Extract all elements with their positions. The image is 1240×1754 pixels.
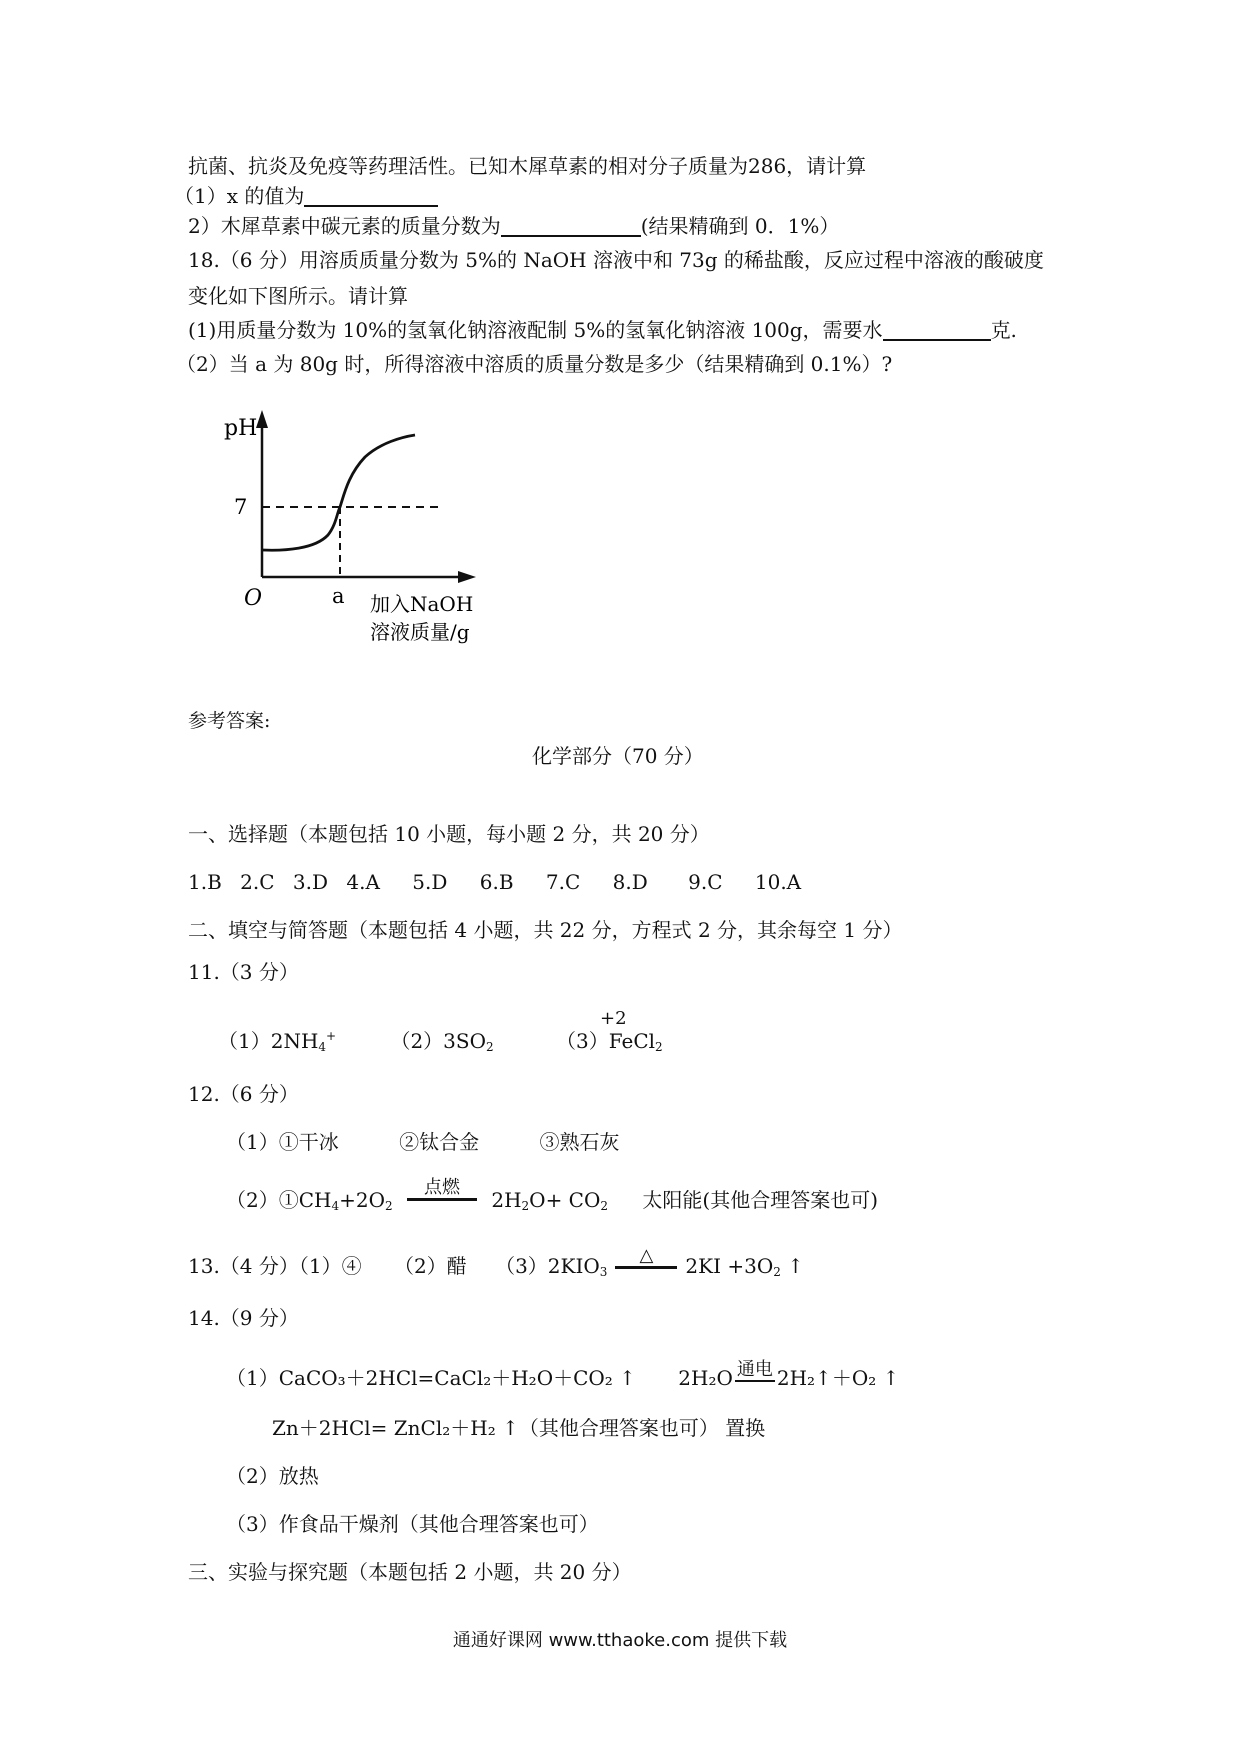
x-tick-label-a: a [332, 584, 345, 608]
q14-eq1: （1）CaCO₃＋2HCl=CaCl₂＋H₂O＋CO₂ ↑ [226, 1366, 636, 1390]
answer-10: 10.A [754, 870, 802, 894]
q11-title: 11.（3 分） [188, 960, 299, 984]
q14-title: 14.（9 分） [188, 1306, 299, 1330]
q17-intro: 抗菌、抗炎及免疫等药理活性。已知木犀草素的相对分子质量为286，请计算 [188, 154, 867, 178]
q14-a3: （3）作食品干燥剂（其他合理答案也可） [226, 1512, 599, 1536]
answer-5: 5.D [412, 870, 448, 894]
q14-reaction-sign: 通电 [735, 1360, 775, 1384]
answer-1: 1.B [188, 870, 222, 894]
y-axis-arrow [256, 410, 268, 428]
answer-4: 4.A [346, 870, 380, 894]
answer-7: 7.C [545, 870, 581, 894]
q17-part2 [188, 212, 839, 240]
q17-part1-label: （1）x 的值为 [174, 184, 305, 208]
section-title: 化学部分（70 分） [532, 744, 704, 768]
q12-title: 12.（6 分） [188, 1082, 299, 1106]
q17-part2-blank[interactable] [501, 215, 641, 237]
q17-part2-label: 2）木犀草素中碳元素的质量分数为 [188, 214, 501, 238]
page-footer: 通通好课网 www.tthaoke.com 提供下载 [452, 1630, 788, 1651]
q12-a3: ③熟石灰 [539, 1130, 620, 1154]
q14-eq2: 2H₂O 通电 2H₂↑＋O₂ ↑ [678, 1358, 900, 1390]
q17-part1-blank[interactable] [304, 185, 438, 207]
q11-a3: （3）FeCl$_2$ +2 [556, 1029, 663, 1053]
answer-3: 3.D [292, 870, 329, 894]
q12-line2: $(2)①CH_4+2O_2$ 点燃 $2H_2O+ CO_2$ 太阳能(其他合理答案也可) [226, 1177, 878, 1213]
answer-6: 6.B [479, 870, 514, 894]
q18-part2: （2）当 a 为 80g 时，所得溶液中溶质的质量分数是多少（结果精确到 0.1%）? [176, 352, 893, 376]
reference-answers-label: 参考答案: [188, 710, 271, 732]
s1-answers [188, 868, 801, 896]
q12-a1: （1）①干冰 [226, 1130, 339, 1154]
q14-a2: （2）放热 [226, 1464, 319, 1488]
q13-a1: （1）④ [298, 1254, 362, 1278]
s1-title: 一、选择题（本题包括 10 小题，每小题 2 分，共 20 分） [188, 822, 710, 846]
s3-title: 三、实验与探究题（本题包括 2 小题，共 20 分） [188, 1560, 632, 1584]
q13-line [188, 1245, 804, 1286]
x-axis-label-line1: 加入NaOH [370, 592, 474, 616]
q17-part1 [174, 182, 438, 210]
origin-label: O [244, 586, 263, 611]
q14-line2: Zn＋2HCl= ZnCl₂＋H₂ ↑（其他合理答案也可） 置换 [272, 1416, 766, 1440]
x-axis-arrow [458, 571, 476, 583]
q17-part2-note: (结果精确到 0．1%） [640, 214, 840, 238]
q14-line1 [226, 1358, 900, 1392]
q13-reaction-sign: △ [615, 1246, 677, 1269]
q18-part1-blank[interactable] [883, 319, 991, 341]
q13-title: 13.（4 分） [188, 1254, 299, 1278]
y-axis-label: pH [224, 416, 258, 441]
answer-8: 8.D [612, 870, 648, 894]
q11-a1: $(1)2NH_4^+$ [218, 1029, 337, 1054]
y-tick-label-7: 7 [234, 495, 248, 519]
q12-line1 [226, 1128, 619, 1156]
q11-answers [218, 1008, 663, 1061]
ph-chart [210, 395, 540, 655]
answer-9: 9.C [688, 870, 723, 894]
q18-part1-text: (1)用质量分数为 10%的氢氧化钠溶液配制 5%的氢氧化钠溶液 100g，需要水 [188, 318, 883, 342]
q12-a2: ②钛合金 [399, 1130, 480, 1154]
q18-part1 [188, 316, 1017, 344]
q11-valence: +2 [600, 1008, 627, 1029]
q13-a2: （2）醋 [393, 1254, 467, 1278]
s2-title: 二、填空与简答题（本题包括 4 小题，共 22 分，方程式 2 分，其余每空 1 分） [188, 918, 903, 942]
q12-reaction-sign: 点燃 [407, 1178, 477, 1201]
ph-curve [262, 435, 415, 550]
x-axis-label-line2: 溶液质量/g [370, 620, 470, 644]
q18-stem-line2: 变化如下图所示。请计算 [188, 284, 408, 308]
q18-part1-unit: 克. [990, 318, 1017, 342]
q13-a3: $(3)2KIO_3$ △ $2KI +3O_2$ ↑ [495, 1245, 804, 1279]
answer-2: 2.C [240, 870, 275, 894]
q18-stem-line1: 18.（6 分）用溶质质量分数为 5%的 NaOH 溶液中和 73g 的稀盐酸，反应过程中溶液的酸破度 [188, 248, 1044, 272]
q11-a2: $(2)3SO_2$ [390, 1029, 494, 1054]
